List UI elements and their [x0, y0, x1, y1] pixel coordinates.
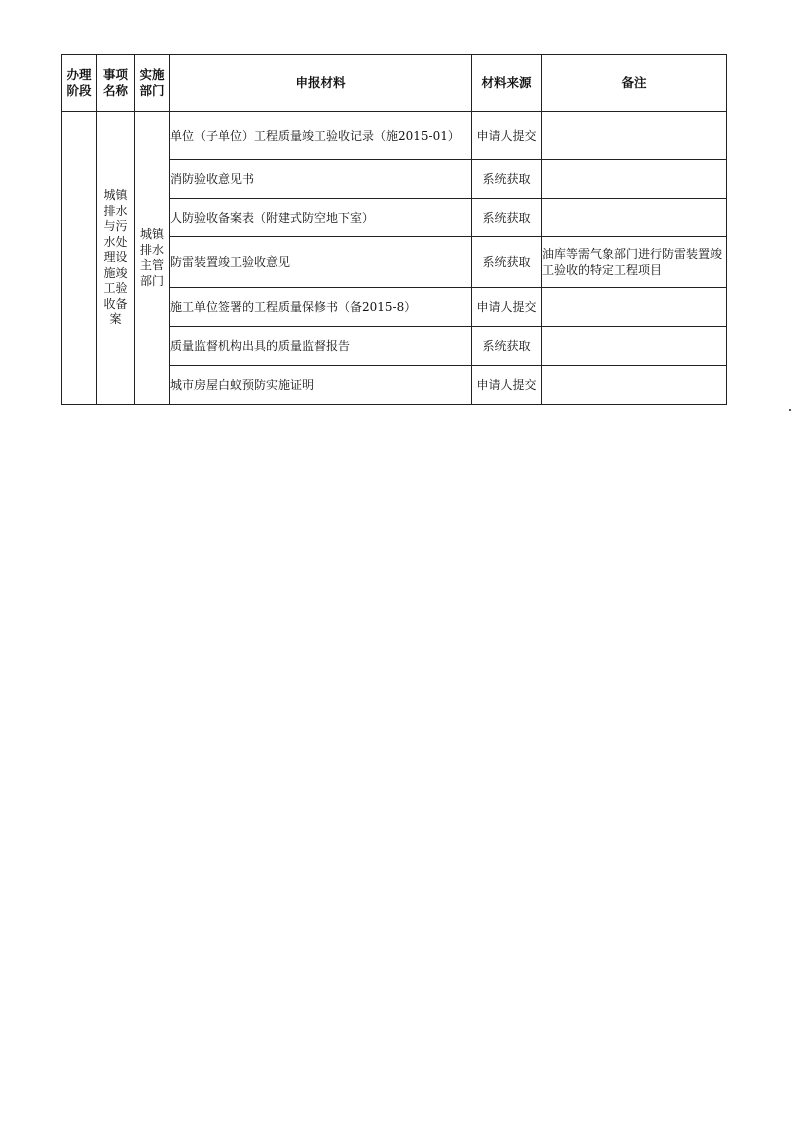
note-cell: 油库等需气象部门进行防雷装置竣工验收的特定工程项目 [542, 237, 727, 288]
material-cell: 人防验收备案表（附建式防空地下室） [170, 199, 472, 237]
header-dept: 实施部门 [135, 55, 170, 112]
stage-cell [62, 112, 97, 405]
header-stage: 办理阶段 [62, 55, 97, 112]
source-cell: 申请人提交 [472, 288, 542, 327]
material-cell: 防雷装置竣工验收意见 [170, 237, 472, 288]
header-row [62, 55, 727, 112]
source-cell: 系统获取 [472, 327, 542, 366]
source-cell: 系统获取 [472, 199, 542, 237]
material-cell: 施工单位签署的工程质量保修书（备2015-8） [170, 288, 472, 327]
note-cell [542, 112, 727, 160]
source-cell: 申请人提交 [472, 366, 542, 405]
source-cell: 申请人提交 [472, 112, 542, 160]
item-name-cell: 城镇排水与污水处理设施竣工验收备案 [97, 112, 135, 405]
material-cell: 单位（子单位）工程质量竣工验收记录（施2015-01） [170, 112, 472, 160]
header-item-name: 事项名称 [97, 55, 135, 112]
materials-table [61, 54, 727, 405]
note-cell [542, 366, 727, 405]
header-source: 材料来源 [472, 55, 542, 112]
scan-speck [789, 409, 791, 411]
note-cell [542, 288, 727, 327]
note-cell [542, 160, 727, 199]
table-row [62, 112, 727, 160]
material-cell: 质量监督机构出具的质量监督报告 [170, 327, 472, 366]
source-cell: 系统获取 [472, 160, 542, 199]
source-cell: 系统获取 [472, 237, 542, 288]
material-cell: 城市房屋白蚁预防实施证明 [170, 366, 472, 405]
header-materials: 申报材料 [170, 55, 472, 112]
material-cell: 消防验收意见书 [170, 160, 472, 199]
note-cell [542, 327, 727, 366]
header-note: 备注 [542, 55, 727, 112]
note-cell [542, 199, 727, 237]
dept-cell: 城镇排水主管部门 [135, 112, 170, 405]
